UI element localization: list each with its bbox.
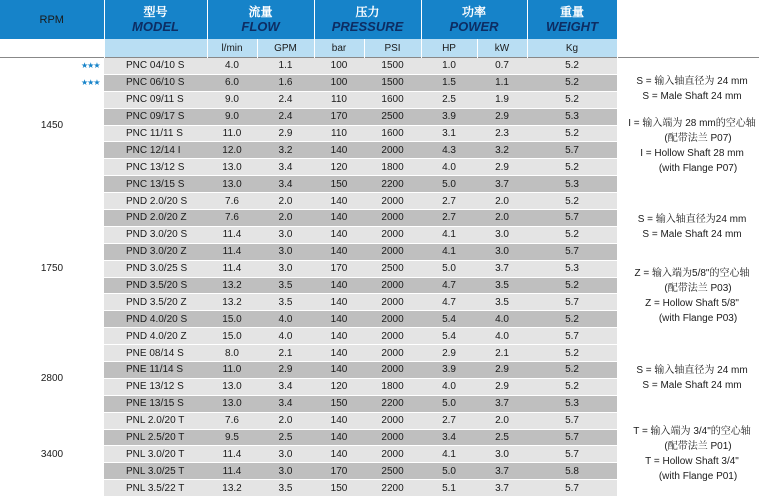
- note-line: S = Male Shaft 24 mm: [642, 91, 742, 103]
- cell-gpm: 2.9: [257, 362, 314, 379]
- model-name: PND 3.5/20 S: [126, 280, 188, 292]
- model-name: PNL 3.0/20 T: [126, 448, 185, 460]
- cell-bar: 140: [314, 277, 364, 294]
- cell-psi: 2500: [364, 108, 421, 125]
- note-line: T = 输入端为 3/4"的空心轴: [633, 426, 751, 438]
- cell-gpm: 3.0: [257, 463, 314, 480]
- model-name: PND 4.0/20 Z: [126, 330, 187, 342]
- unit-lmin: l/min: [207, 39, 257, 58]
- model-cell: [104, 378, 207, 395]
- table-row: [0, 58, 759, 75]
- pressure-header: 压力 PRESSURE: [314, 0, 421, 39]
- model-cell: [104, 463, 207, 480]
- model-cell: [104, 345, 207, 362]
- power-header: 功率 POWER: [421, 0, 527, 39]
- cell-gpm: 3.2: [257, 142, 314, 159]
- cell-psi: 2500: [364, 463, 421, 480]
- cell-psi: 2000: [364, 328, 421, 345]
- rpm-value: 2800: [0, 345, 104, 413]
- note-line: S = 输入轴直径为 24 mm: [636, 76, 748, 88]
- model-name: PNL 3.5/22 T: [126, 482, 185, 494]
- cell-lmin: 8.0: [207, 345, 257, 362]
- cell-psi: 2000: [364, 345, 421, 362]
- model-name: PND 4.0/20 S: [126, 313, 188, 325]
- cell-gpm: 3.0: [257, 226, 314, 243]
- model-cell: [104, 210, 207, 227]
- cell-hp: 1.0: [421, 58, 477, 75]
- cell-bar: 170: [314, 463, 364, 480]
- cell-psi: 2000: [364, 294, 421, 311]
- cell-kg: 5.3: [527, 176, 617, 193]
- cell-kw: 4.0: [477, 311, 527, 328]
- cell-lmin: 7.6: [207, 193, 257, 210]
- cell-psi: 2000: [364, 412, 421, 429]
- cell-kg: 5.2: [527, 277, 617, 294]
- cell-psi: 2000: [364, 193, 421, 210]
- model-cell: [104, 159, 207, 176]
- cell-kg: 5.2: [527, 311, 617, 328]
- cell-psi: 1800: [364, 378, 421, 395]
- model-name: PND 3.0/20 Z: [126, 246, 187, 258]
- model-cell: [104, 125, 207, 142]
- model-name: PNC 13/12 S: [126, 161, 185, 173]
- shaft-note: [617, 193, 759, 345]
- note-line: I = Hollow Shaft 28 mm: [640, 148, 744, 160]
- cell-hp: 5.0: [421, 176, 477, 193]
- cell-bar: 140: [314, 243, 364, 260]
- cell-hp: 2.7: [421, 210, 477, 227]
- cell-kg: 5.3: [527, 108, 617, 125]
- note-line: S = Male Shaft 24 mm: [642, 380, 742, 392]
- note-line: S = 输入轴直径为 24 mm: [636, 365, 748, 377]
- cell-lmin: 11.4: [207, 463, 257, 480]
- cell-gpm: 3.5: [257, 294, 314, 311]
- cell-gpm: 3.0: [257, 260, 314, 277]
- cell-kw: 3.7: [477, 480, 527, 497]
- cell-hp: 5.1: [421, 480, 477, 497]
- cell-kg: 5.2: [527, 58, 617, 75]
- cell-gpm: 2.9: [257, 125, 314, 142]
- cell-bar: 140: [314, 294, 364, 311]
- cell-lmin: 12.0: [207, 142, 257, 159]
- note-line: (配带法兰 P07): [664, 133, 732, 145]
- cell-gpm: 4.0: [257, 311, 314, 328]
- cell-bar: 110: [314, 125, 364, 142]
- cell-hp: 5.4: [421, 328, 477, 345]
- model-cell: [104, 328, 207, 345]
- table-row: [0, 193, 759, 210]
- cell-bar: 140: [314, 311, 364, 328]
- table-row: [0, 345, 759, 362]
- model-cell: [104, 446, 207, 463]
- cell-bar: 140: [314, 446, 364, 463]
- cell-hp: 2.9: [421, 345, 477, 362]
- model-name: PND 3.5/20 Z: [126, 296, 187, 308]
- cell-gpm: 2.4: [257, 91, 314, 108]
- cell-lmin: 13.0: [207, 176, 257, 193]
- cell-hp: 3.4: [421, 429, 477, 446]
- cell-bar: 150: [314, 395, 364, 412]
- unit-hp: HP: [421, 39, 477, 58]
- cell-kw: 2.9: [477, 108, 527, 125]
- model-cell: [104, 176, 207, 193]
- cell-lmin: 13.2: [207, 277, 257, 294]
- cell-gpm: 1.1: [257, 58, 314, 75]
- cell-hp: 4.3: [421, 142, 477, 159]
- cell-hp: 3.9: [421, 362, 477, 379]
- cell-lmin: 13.2: [207, 480, 257, 497]
- cell-psi: 1600: [364, 125, 421, 142]
- cell-gpm: 2.0: [257, 210, 314, 227]
- cell-kw: 1.1: [477, 74, 527, 91]
- rpm-header: RPM: [0, 0, 104, 39]
- cell-lmin: 7.6: [207, 210, 257, 227]
- cell-bar: 140: [314, 362, 364, 379]
- cell-hp: 4.1: [421, 226, 477, 243]
- header-row: [0, 0, 759, 39]
- cell-bar: 140: [314, 226, 364, 243]
- cell-gpm: 2.1: [257, 345, 314, 362]
- flow-header: 流量 FLOW: [207, 0, 314, 39]
- cell-lmin: 15.0: [207, 328, 257, 345]
- cell-gpm: 3.4: [257, 176, 314, 193]
- shaft-note: [617, 345, 759, 413]
- cell-kw: 1.9: [477, 91, 527, 108]
- cell-kw: 0.7: [477, 58, 527, 75]
- note-line: (with Flange P03): [658, 312, 738, 324]
- model-name: PNL 2.0/20 T: [126, 415, 185, 427]
- rpm-value: 1750: [0, 193, 104, 345]
- cell-gpm: 3.5: [257, 277, 314, 294]
- star-rating-icon: ★★★: [81, 78, 100, 88]
- model-cell: [104, 260, 207, 277]
- cell-psi: 2000: [364, 226, 421, 243]
- note-line: I = 输入端为 28 mm的空心轴: [628, 118, 756, 130]
- cell-bar: 140: [314, 210, 364, 227]
- note-line: Z = 输入端为5/8"的空心轴: [634, 267, 750, 279]
- cell-psi: 2500: [364, 260, 421, 277]
- note-line: (配带法兰 P03): [664, 282, 732, 294]
- model-cell: [104, 91, 207, 108]
- cell-kg: 5.7: [527, 210, 617, 227]
- model-name: PNL 2.5/20 T: [126, 432, 185, 444]
- model-cell: [104, 142, 207, 159]
- model-name: PNE 08/14 S: [126, 347, 184, 359]
- cell-hp: 4.1: [421, 446, 477, 463]
- note-line: T = Hollow Shaft 3/4": [645, 456, 739, 468]
- cell-bar: 170: [314, 108, 364, 125]
- cell-kg: 5.2: [527, 378, 617, 395]
- weight-header: 重量 WEIGHT: [527, 0, 617, 39]
- model-name: PNL 3.0/25 T: [126, 465, 185, 477]
- cell-kw: 3.0: [477, 446, 527, 463]
- cell-hp: 3.9: [421, 108, 477, 125]
- unit-bar: bar: [314, 39, 364, 58]
- cell-bar: 150: [314, 480, 364, 497]
- unit-kg: Kg: [527, 39, 617, 58]
- cell-kw: 2.9: [477, 159, 527, 176]
- cell-lmin: 13.0: [207, 378, 257, 395]
- model-name: PND 3.0/25 S: [126, 263, 188, 275]
- model-cell: [104, 395, 207, 412]
- model-cell: [81, 74, 207, 91]
- cell-kg: 5.7: [527, 412, 617, 429]
- model-cell: [104, 294, 207, 311]
- cell-kw: 3.7: [477, 176, 527, 193]
- cell-lmin: 11.4: [207, 260, 257, 277]
- rpm-value: 1450: [0, 58, 104, 193]
- cell-gpm: 2.0: [257, 412, 314, 429]
- model-name: PNC 04/10 S: [126, 60, 185, 72]
- cell-psi: 2000: [364, 362, 421, 379]
- cell-gpm: 3.4: [257, 378, 314, 395]
- cell-bar: 110: [314, 91, 364, 108]
- cell-kg: 5.2: [527, 91, 617, 108]
- model-name: PND 2.0/20 S: [126, 195, 188, 207]
- cell-kg: 5.7: [527, 429, 617, 446]
- cell-kw: 2.5: [477, 429, 527, 446]
- cell-hp: 2.5: [421, 91, 477, 108]
- cell-psi: 2000: [364, 243, 421, 260]
- cell-lmin: 15.0: [207, 311, 257, 328]
- unit-kw: kW: [477, 39, 527, 58]
- cell-lmin: 9.0: [207, 108, 257, 125]
- model-name: PNC 06/10 S: [126, 77, 185, 89]
- cell-kw: 2.1: [477, 345, 527, 362]
- cell-kw: 3.0: [477, 243, 527, 260]
- cell-lmin: 11.0: [207, 125, 257, 142]
- cell-lmin: 13.0: [207, 395, 257, 412]
- model-cell: [104, 311, 207, 328]
- cell-bar: 150: [314, 176, 364, 193]
- unit-gpm: GPM: [257, 39, 314, 58]
- cell-hp: 2.7: [421, 412, 477, 429]
- cell-lmin: 11.0: [207, 362, 257, 379]
- cell-bar: 140: [314, 193, 364, 210]
- cell-gpm: 2.0: [257, 193, 314, 210]
- cell-lmin: 11.4: [207, 446, 257, 463]
- cell-kg: 5.3: [527, 260, 617, 277]
- cell-psi: 2000: [364, 277, 421, 294]
- cell-kw: 3.5: [477, 294, 527, 311]
- cell-gpm: 1.6: [257, 74, 314, 91]
- units-row: [0, 39, 759, 58]
- model-cell: [104, 226, 207, 243]
- cell-hp: 3.1: [421, 125, 477, 142]
- model-name: PNE 13/12 S: [126, 381, 184, 393]
- cell-gpm: 3.5: [257, 480, 314, 497]
- cell-lmin: 4.0: [207, 58, 257, 75]
- cell-kw: 2.0: [477, 210, 527, 227]
- model-name: PNC 09/11 S: [126, 94, 184, 106]
- cell-gpm: 2.5: [257, 429, 314, 446]
- cell-hp: 4.0: [421, 378, 477, 395]
- cell-gpm: 4.0: [257, 328, 314, 345]
- note-line: (配带法兰 P01): [664, 441, 732, 453]
- cell-gpm: 3.4: [257, 395, 314, 412]
- model-name: PNC 11/11 S: [126, 128, 183, 139]
- cell-bar: 140: [314, 328, 364, 345]
- unit-psi: PSI: [364, 39, 421, 58]
- model-cell: [104, 362, 207, 379]
- cell-hp: 5.0: [421, 260, 477, 277]
- cell-kg: 5.7: [527, 446, 617, 463]
- model-cell: [104, 412, 207, 429]
- star-rating-icon: ★★★: [81, 61, 100, 71]
- cell-kg: 5.2: [527, 226, 617, 243]
- note-line: S = Male Shaft 24 mm: [642, 228, 742, 240]
- model-cell: [104, 108, 207, 125]
- cell-kg: 5.7: [527, 243, 617, 260]
- shaft-note: [617, 412, 759, 496]
- cell-psi: 2000: [364, 311, 421, 328]
- table-row: [0, 412, 759, 429]
- cell-kg: 5.2: [527, 345, 617, 362]
- cell-kw: 3.0: [477, 226, 527, 243]
- cell-bar: 120: [314, 378, 364, 395]
- model-cell: [104, 243, 207, 260]
- spec-body: [0, 58, 759, 497]
- cell-kg: 5.2: [527, 125, 617, 142]
- cell-kg: 5.7: [527, 294, 617, 311]
- cell-bar: 140: [314, 142, 364, 159]
- cell-kg: 5.3: [527, 395, 617, 412]
- cell-kg: 5.2: [527, 74, 617, 91]
- cell-kw: 3.7: [477, 260, 527, 277]
- cell-kg: 5.2: [527, 362, 617, 379]
- cell-psi: 2200: [364, 480, 421, 497]
- model-name: PNE 11/14 S: [126, 364, 184, 376]
- cell-kg: 5.7: [527, 328, 617, 345]
- cell-hp: 5.4: [421, 311, 477, 328]
- model-name: PNC 09/17 S: [126, 111, 185, 123]
- cell-psi: 2200: [364, 176, 421, 193]
- cell-hp: 4.1: [421, 243, 477, 260]
- cell-bar: 140: [314, 429, 364, 446]
- cell-kw: 2.0: [477, 412, 527, 429]
- model-cell: [104, 277, 207, 294]
- cell-lmin: 7.6: [207, 412, 257, 429]
- cell-kw: 2.9: [477, 362, 527, 379]
- cell-psi: 1500: [364, 74, 421, 91]
- cell-bar: 120: [314, 159, 364, 176]
- cell-hp: 2.7: [421, 193, 477, 210]
- cell-hp: 5.0: [421, 395, 477, 412]
- cell-lmin: 11.4: [207, 226, 257, 243]
- cell-hp: 1.5: [421, 74, 477, 91]
- cell-psi: 2000: [364, 429, 421, 446]
- cell-kg: 5.2: [527, 193, 617, 210]
- model-name: PNE 13/15 S: [126, 398, 184, 410]
- cell-kw: 2.9: [477, 378, 527, 395]
- cell-gpm: 3.0: [257, 243, 314, 260]
- cell-bar: 100: [314, 74, 364, 91]
- model-name: PND 3.0/20 S: [126, 229, 188, 241]
- cell-lmin: 6.0: [207, 74, 257, 91]
- cell-bar: 140: [314, 345, 364, 362]
- cell-kg: 5.8: [527, 463, 617, 480]
- cell-kw: 3.7: [477, 395, 527, 412]
- cell-kg: 5.7: [527, 142, 617, 159]
- cell-psi: 2200: [364, 395, 421, 412]
- model-cell: [81, 58, 207, 75]
- note-line: Z = Hollow Shaft 5/8": [645, 297, 739, 309]
- cell-hp: 4.7: [421, 277, 477, 294]
- cell-kw: 2.3: [477, 125, 527, 142]
- model-cell: [104, 193, 207, 210]
- model-name: PND 2.0/20 Z: [126, 212, 187, 224]
- cell-hp: 4.7: [421, 294, 477, 311]
- cell-bar: 140: [314, 412, 364, 429]
- cell-psi: 1800: [364, 159, 421, 176]
- cell-hp: 5.0: [421, 463, 477, 480]
- note-line: (with Flange P07): [658, 163, 738, 175]
- cell-gpm: 3.0: [257, 446, 314, 463]
- cell-lmin: 11.4: [207, 243, 257, 260]
- cell-psi: 2000: [364, 142, 421, 159]
- cell-psi: 1600: [364, 91, 421, 108]
- cell-psi: 2000: [364, 446, 421, 463]
- cell-bar: 100: [314, 58, 364, 75]
- cell-kw: 3.5: [477, 277, 527, 294]
- cell-kw: 3.2: [477, 142, 527, 159]
- cell-lmin: 13.2: [207, 294, 257, 311]
- cell-kg: 5.7: [527, 480, 617, 497]
- note-line: S = 输入轴直径为24 mm: [637, 213, 747, 225]
- cell-lmin: 9.5: [207, 429, 257, 446]
- rpm-value: 3400: [0, 412, 104, 496]
- model-name: PNC 12/14 I: [126, 144, 181, 156]
- cell-psi: 2000: [364, 210, 421, 227]
- cell-gpm: 3.4: [257, 159, 314, 176]
- cell-psi: 1500: [364, 58, 421, 75]
- cell-kw: 4.0: [477, 328, 527, 345]
- model-name: PNC 13/15 S: [126, 178, 185, 190]
- model-cell: [104, 429, 207, 446]
- cell-hp: 4.0: [421, 159, 477, 176]
- cell-kg: 5.2: [527, 159, 617, 176]
- cell-gpm: 2.4: [257, 108, 314, 125]
- model-header: 型号 MODEL: [104, 0, 207, 39]
- cell-lmin: 9.0: [207, 91, 257, 108]
- cell-kw: 3.7: [477, 463, 527, 480]
- cell-bar: 170: [314, 260, 364, 277]
- shaft-note: [617, 58, 759, 193]
- model-cell: [104, 480, 207, 497]
- cell-lmin: 13.0: [207, 159, 257, 176]
- note-line: (with Flange P01): [658, 471, 738, 483]
- cell-kw: 2.0: [477, 193, 527, 210]
